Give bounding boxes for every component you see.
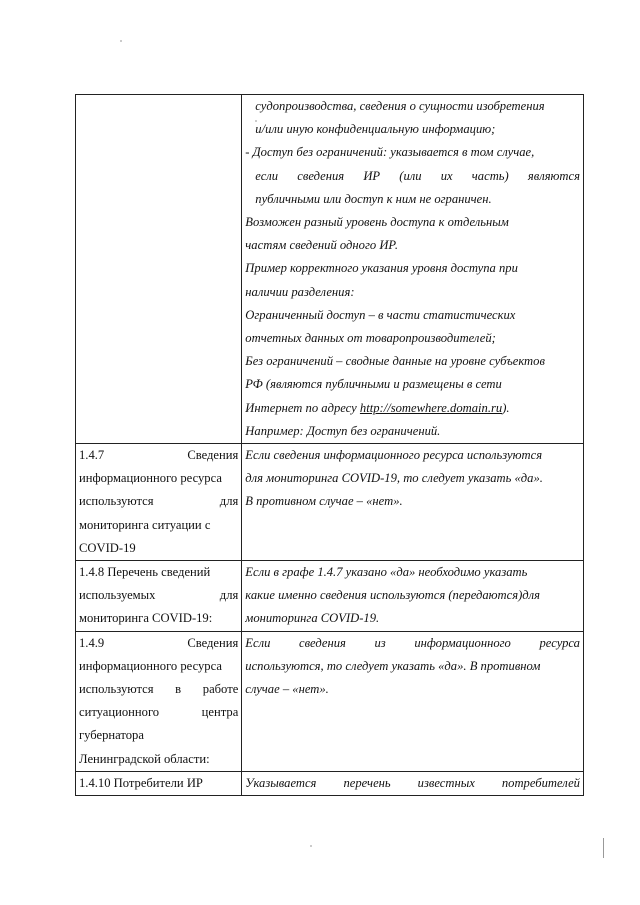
text-line: Пример корректного указания уровня доступа при bbox=[245, 261, 518, 276]
text-line: Возможен разный уровень доступа к отдельным bbox=[245, 215, 509, 230]
word: перечень bbox=[343, 775, 391, 790]
text-line-spread bbox=[79, 701, 238, 724]
item-number: 1.4.9 bbox=[79, 635, 105, 650]
requirements-table bbox=[75, 94, 584, 796]
text-line: информационного ресурса bbox=[79, 658, 222, 673]
right-cell-1-4-9 bbox=[242, 631, 584, 771]
scan-speck bbox=[255, 120, 257, 122]
text-line: судопроизводства, сведения о сущности изобретения bbox=[255, 99, 545, 113]
item-header bbox=[79, 632, 238, 655]
word: ресурса bbox=[539, 635, 580, 650]
text-line: и/или иную конфиденциальную информацию; bbox=[255, 122, 496, 137]
scan-speck bbox=[120, 40, 122, 42]
text-line: Например: Доступ без ограничений. bbox=[245, 423, 441, 438]
text-line: РФ (являются публичными и размещены в сети bbox=[245, 377, 502, 392]
word: являются bbox=[527, 168, 580, 183]
right-cell-1-4-10 bbox=[242, 771, 584, 795]
left-cell-1-4-8 bbox=[76, 561, 242, 632]
word: в bbox=[175, 682, 182, 697]
word: работе bbox=[202, 682, 239, 697]
scan-speck bbox=[310, 845, 312, 847]
item-number: 1.4.7 bbox=[79, 448, 105, 463]
right-cell-access-description bbox=[242, 95, 584, 444]
link-prefix: Интернет по адресу bbox=[245, 400, 360, 415]
scan-mark bbox=[603, 838, 604, 858]
left-cell-1-4-7 bbox=[76, 444, 242, 561]
text-line-spread bbox=[79, 678, 238, 701]
text-line: мониторинга ситуации с bbox=[79, 517, 211, 532]
text-line: для мониторинга COVID-19, то следует указать «да». bbox=[245, 471, 543, 486]
table-row-1-4-8 bbox=[76, 561, 584, 632]
right-cell-1-4-7 bbox=[242, 444, 584, 561]
text-line: информационного ресурса bbox=[79, 471, 222, 486]
text-line: наличии разделения: bbox=[245, 284, 355, 299]
text-line-with-link bbox=[245, 397, 580, 420]
text-line: - Доступ без ограничений: указывается в том случае, bbox=[245, 145, 535, 160]
word: ситуационного bbox=[79, 705, 160, 720]
text-line: какие именно сведения используются (передаются)для bbox=[245, 588, 540, 603]
word: известных bbox=[417, 775, 475, 790]
word: для bbox=[219, 494, 239, 509]
item-header bbox=[79, 444, 238, 467]
text-line-spread bbox=[79, 584, 238, 607]
word: ИР bbox=[363, 168, 381, 183]
word: (или bbox=[399, 168, 422, 183]
text-line: публичными или доступ к ним не ограничен. bbox=[255, 191, 492, 206]
text-line-spread bbox=[79, 490, 238, 513]
left-cell-1-4-10 bbox=[76, 771, 242, 795]
word: потребителей bbox=[501, 775, 580, 790]
text-line: Если в графе 1.4.7 указано «да» необходимо указать bbox=[245, 565, 528, 580]
word: из bbox=[374, 635, 386, 650]
word: центра bbox=[201, 705, 239, 720]
text-line: частям сведений одного ИР. bbox=[245, 238, 398, 253]
text-line: мониторинга COVID-19. bbox=[245, 611, 380, 626]
text-line: Если сведения информационного ресурса используются bbox=[245, 448, 543, 463]
word: используются bbox=[79, 682, 154, 697]
text-line: Без ограничений – сводные данные на уровне субъектов bbox=[245, 354, 545, 369]
text-line: 1.4.8 Перечень сведений bbox=[79, 565, 211, 580]
text-line-spread bbox=[245, 165, 580, 188]
text-line: случае – «нет». bbox=[245, 682, 329, 697]
text-line-spread bbox=[245, 632, 580, 655]
item-title-first-word: Сведения bbox=[187, 635, 239, 650]
word: если bbox=[255, 168, 279, 183]
text-line: В противном случае – «нет». bbox=[245, 494, 403, 509]
word: для bbox=[219, 588, 239, 603]
text-line: используются, то следует указать «да». В противном bbox=[245, 658, 541, 673]
text-line: отчетных данных от товаропроизводителей; bbox=[245, 331, 496, 346]
word: их bbox=[440, 168, 453, 183]
url-link[interactable]: http://somewhere.domain.ru bbox=[359, 400, 503, 415]
right-cell-1-4-8 bbox=[242, 561, 584, 632]
text-line: мониторинга COVID-19: bbox=[79, 611, 213, 626]
text-line: губернатора bbox=[79, 728, 144, 743]
word: используются bbox=[79, 494, 154, 509]
word: Указывается bbox=[245, 775, 317, 790]
text-line-spread bbox=[245, 772, 580, 795]
text-line: Ограниченный доступ – в части статистических bbox=[245, 307, 516, 322]
table-row-1-4-7 bbox=[76, 444, 584, 561]
word: используемых bbox=[79, 588, 156, 603]
table-row-1-4-9 bbox=[76, 631, 584, 771]
left-cell-empty bbox=[76, 95, 242, 444]
item-title-first-word: Сведения bbox=[187, 448, 239, 463]
word: сведения bbox=[299, 635, 346, 650]
word: часть) bbox=[471, 168, 509, 183]
word: сведения bbox=[297, 168, 345, 183]
link-suffix: ). bbox=[502, 400, 510, 415]
table-row-continuation bbox=[76, 95, 584, 444]
table-row-1-4-10 bbox=[76, 771, 584, 795]
word: Если bbox=[245, 635, 271, 650]
text-line: Ленинградской области: bbox=[79, 751, 210, 766]
text-line: 1.4.10 Потребители ИР bbox=[79, 775, 203, 790]
word: информационного bbox=[414, 635, 511, 650]
text-line: COVID-19 bbox=[79, 540, 136, 555]
left-cell-1-4-9 bbox=[76, 631, 242, 771]
